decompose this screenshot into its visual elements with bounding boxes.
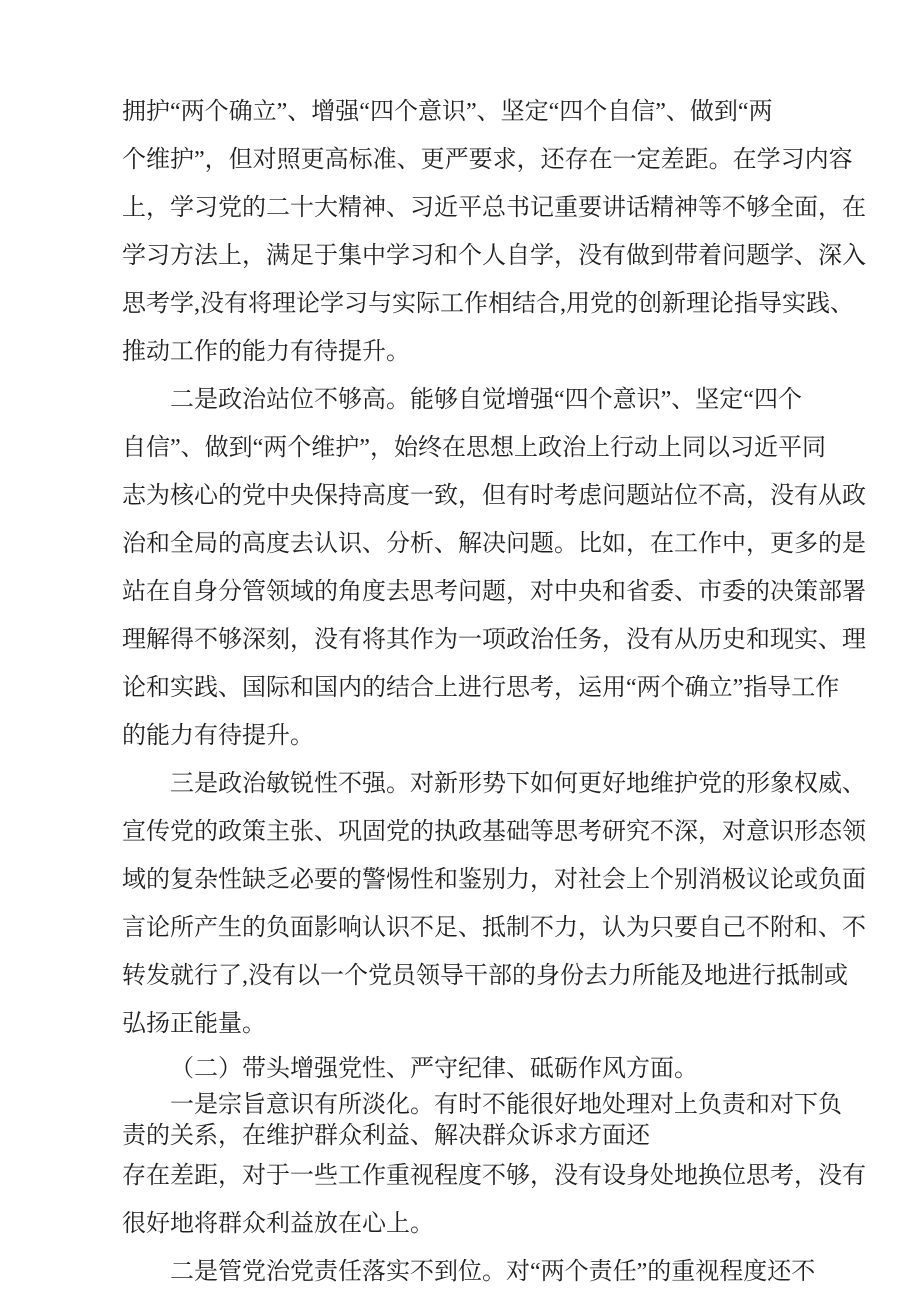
text-line: 宣传党的政策主张、巩固党的执政基础等思考研究不深，对意识形态领 <box>122 819 866 845</box>
text-line: 论和实践、国际和国内的结合上进行思考，运用“两个确立”指导工作 <box>122 675 840 701</box>
section-heading-line: （二）带头增强党性、严守纪律、砥砺作风方面。 <box>170 1056 698 1082</box>
text-line: 治和全局的高度去认识、分析、解决问题。比如，在工作中，更多的是 <box>122 531 866 557</box>
text-line: 很好地将群众利益放在心上。 <box>122 1211 434 1237</box>
text-line: 个维护”，但对照更高标准、更严要求，还存在一定差距。在学习内容 <box>122 147 853 173</box>
text-line: 域的复杂性缺乏必要的警惕性和鉴别力，对社会上个别消极议论或负面 <box>122 867 866 893</box>
document-text-block <box>122 88 864 1296</box>
text-line: 言论所产生的负面影响认识不足、抵制不力，认为只要自己不附和、不 <box>122 915 866 941</box>
text-line: 二是管党治党责任落实不到位。对“两个责任”的重视程度还不 <box>170 1259 816 1285</box>
text-line: 思考学,没有将理论学习与实际工作相结合,用党的创新理论指导实践、 <box>122 291 854 317</box>
section-heading-2 <box>122 1048 864 1090</box>
paragraph-continuation-2 <box>122 1152 864 1248</box>
paragraph-continuation-1 <box>122 88 864 376</box>
paragraph-second-point <box>122 376 864 760</box>
text-line: 一是宗旨意识有所淡化。有时不能很好地处理对上负责和对下负 <box>170 1092 842 1118</box>
text-line: 站在自身分管领域的角度去思考问题，对中央和省委、市委的决策部署 <box>122 579 866 605</box>
text-line: 二是政治站位不够高。能够自觉增强“四个意识”、坚定“四个 <box>170 387 802 413</box>
text-line: 上，学习党的二十大精神、习近平总书记重要讲话精神等不够全面，在 <box>122 195 866 221</box>
text-line: 学习方法上，满足于集中学习和个人自学，没有做到带着问题学、深入 <box>122 243 866 269</box>
text-line: 责的关系，在维护群众利益、解决群众诉求方面还 <box>122 1123 650 1149</box>
text-line: 转发就行了,没有以一个党员领导干部的身份去力所能及地进行抵制或 <box>122 963 848 989</box>
text-line: 拥护“两个确立”、增强“四个意识”、坚定“四个自信”、做到“两 <box>122 99 773 125</box>
text-line: 弘扬正能量。 <box>122 1011 266 1037</box>
text-line: 的能力有待提升。 <box>122 723 314 749</box>
paragraph-second-point-section2 <box>122 1248 864 1296</box>
text-line: 理解得不够深刻，没有将其作为一项政治任务，没有从历史和现实、理 <box>122 627 866 653</box>
paragraph-third-point <box>122 760 864 1048</box>
text-line: 存在差距，对于一些工作重视程度不够，没有设身处地换位思考，没有 <box>122 1163 866 1189</box>
text-line: 三是政治敏锐性不强。对新形势下如何更好地维护党的形象权威、 <box>170 771 866 797</box>
paragraph-first-point-section2 <box>122 1090 864 1152</box>
text-line: 推动工作的能力有待提升。 <box>122 339 410 365</box>
text-line: 志为核心的党中央保持高度一致，但有时考虑问题站位不高，没有从政 <box>122 483 866 509</box>
text-line: 自信”、做到“两个维护”，始终在思想上政治上行动上同以习近平同 <box>122 435 826 461</box>
